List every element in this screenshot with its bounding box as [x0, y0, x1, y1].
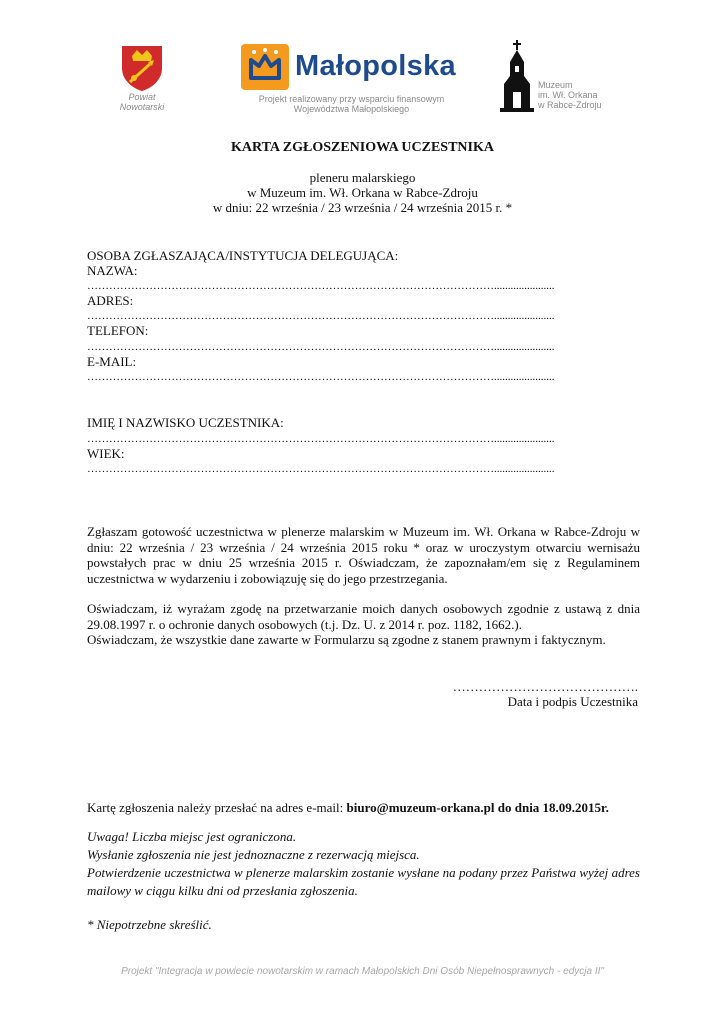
malopolska-sub-line1: Projekt realizowany przy wsparciu finansowym	[258, 94, 445, 104]
declaration-paragraph-2	[87, 601, 640, 648]
powiat-logo	[110, 42, 174, 114]
field-label-telefon: TELEFON:	[87, 323, 149, 338]
field-label-adres: ADRES:	[87, 293, 134, 308]
send-instruction	[87, 800, 609, 816]
note-1: Uwaga! Liczba miejsc jest ograniczona.	[87, 829, 297, 844]
church-tower-icon	[498, 40, 536, 116]
footnote: * Niepotrzebne skreślić.	[87, 917, 212, 932]
powiat-label-line1: Powiat	[128, 92, 156, 102]
powiat-label-line2: Nowotarski	[119, 102, 165, 112]
muzeum-label-line1: Muzeum	[538, 80, 573, 90]
field-telefon-input-line[interactable]: …………………………………………………………………………………………………......................	[87, 341, 555, 353]
field-adres-input-line[interactable]: …………………………………………………………………………………………………......................	[87, 310, 555, 322]
page-footer: Projekt "Integracja w powiecie nowotarskim w ramach Małopolskich Dni Osób Niepełnosprawnych - edycja II"	[121, 966, 604, 977]
malopolska-logo	[239, 44, 464, 114]
section2-heading: IMIĘ I NAZWISKO UCZESTNIKA:	[87, 415, 284, 430]
subtitle-line3: w dniu: 22 września / 23 września / 24 września 2015 r. *	[212, 200, 513, 215]
field-label-wiek: WIEK:	[87, 446, 125, 461]
declaration-text-2: Oświadczam, iż wyrażam zgodę na przetwarzanie moich danych osobowych zgodnie z ustawą z dnia 29.08.1997 r. o ochronie danych osobowych (t.j. Dz. U. z 2014 r. poz. 1182, 1662.).	[87, 601, 640, 632]
declaration-text-1: Zgłaszam gotowość uczestnictwa w plenerze malarskim w Muzeum im. Wł. Orkana w Rabce-Zdroju w dniu: 22 września / 23 września / 24 września 2015 roku * oraz w uroczystym otwarciu wernisażu powstałych prac w dniu 25 września 2015 r. Oświadczam, że zapoznałam/em się z Regulaminem uczestnictwa w wydarzeniu i zobowiązuję się do jego przestrzegania.	[87, 524, 640, 586]
send-prefix: Kartę zgłoszenia należy przesłać na adres e-mail:	[87, 800, 347, 815]
send-email-deadline: biuro@muzeum-orkana.pl do dnia 18.09.2015r.	[346, 800, 609, 815]
powiat-coat-of-arms-icon	[110, 42, 174, 92]
section1-heading: OSOBA ZGŁASZAJĄCA/INSTYTUCJA DELEGUJĄCA:	[87, 248, 399, 263]
field-email-input-line[interactable]: …………………………………………………………………………………………………......................	[87, 371, 555, 383]
malopolska-logo-icon	[241, 44, 289, 90]
note-3: Potwierdzenie uczestnictwa w plenerze malarskim zostanie wysłane na podany przez Państwa wyżej adres mailowy w ciągu kilku dni od przesłania zgłoszenia.	[87, 865, 640, 898]
signature-label: Data i podpis Uczestnika	[507, 694, 638, 709]
field-label-email: E-MAIL:	[87, 354, 137, 369]
muzeum-label-line3: w Rabce-Zdroju	[538, 100, 602, 110]
malopolska-sub-line2: Województwa Małopolskiego	[293, 104, 410, 114]
signature-line[interactable]: …………………………………….	[452, 679, 638, 694]
declaration-paragraph-1	[87, 524, 640, 586]
field-nazwa-input-line[interactable]: …………………………………………………………………………………………………......................	[87, 280, 555, 292]
declaration-text-3: Oświadczam, że wszystkie dane zawarte w Formularzu są zgodne z stanem prawnym i faktycznym.	[87, 632, 606, 647]
note-2: Wysłanie zgłoszenia nie jest jednoznaczne z rezerwacją miejsca.	[87, 847, 420, 862]
field-imie-nazwisko-input-line[interactable]: …………………………………………………………………………………………………......................	[87, 433, 555, 445]
field-wiek-input-line[interactable]: …………………………………………………………………………………………………......................	[87, 463, 555, 475]
subtitle-line2: w Muzeum im. Wł. Orkana w Rabce-Zdroju	[247, 185, 478, 200]
field-label-nazwa: NAZWA:	[87, 263, 138, 278]
document-title: KARTA ZGŁOSZENIOWA UCZESTNIKA	[231, 140, 494, 155]
malopolska-name: Małopolska	[295, 50, 456, 82]
muzeum-logo	[498, 40, 618, 116]
muzeum-label-line2: im. Wł. Orkana	[538, 90, 598, 100]
subtitle-line1: pleneru malarskiego	[309, 170, 416, 185]
